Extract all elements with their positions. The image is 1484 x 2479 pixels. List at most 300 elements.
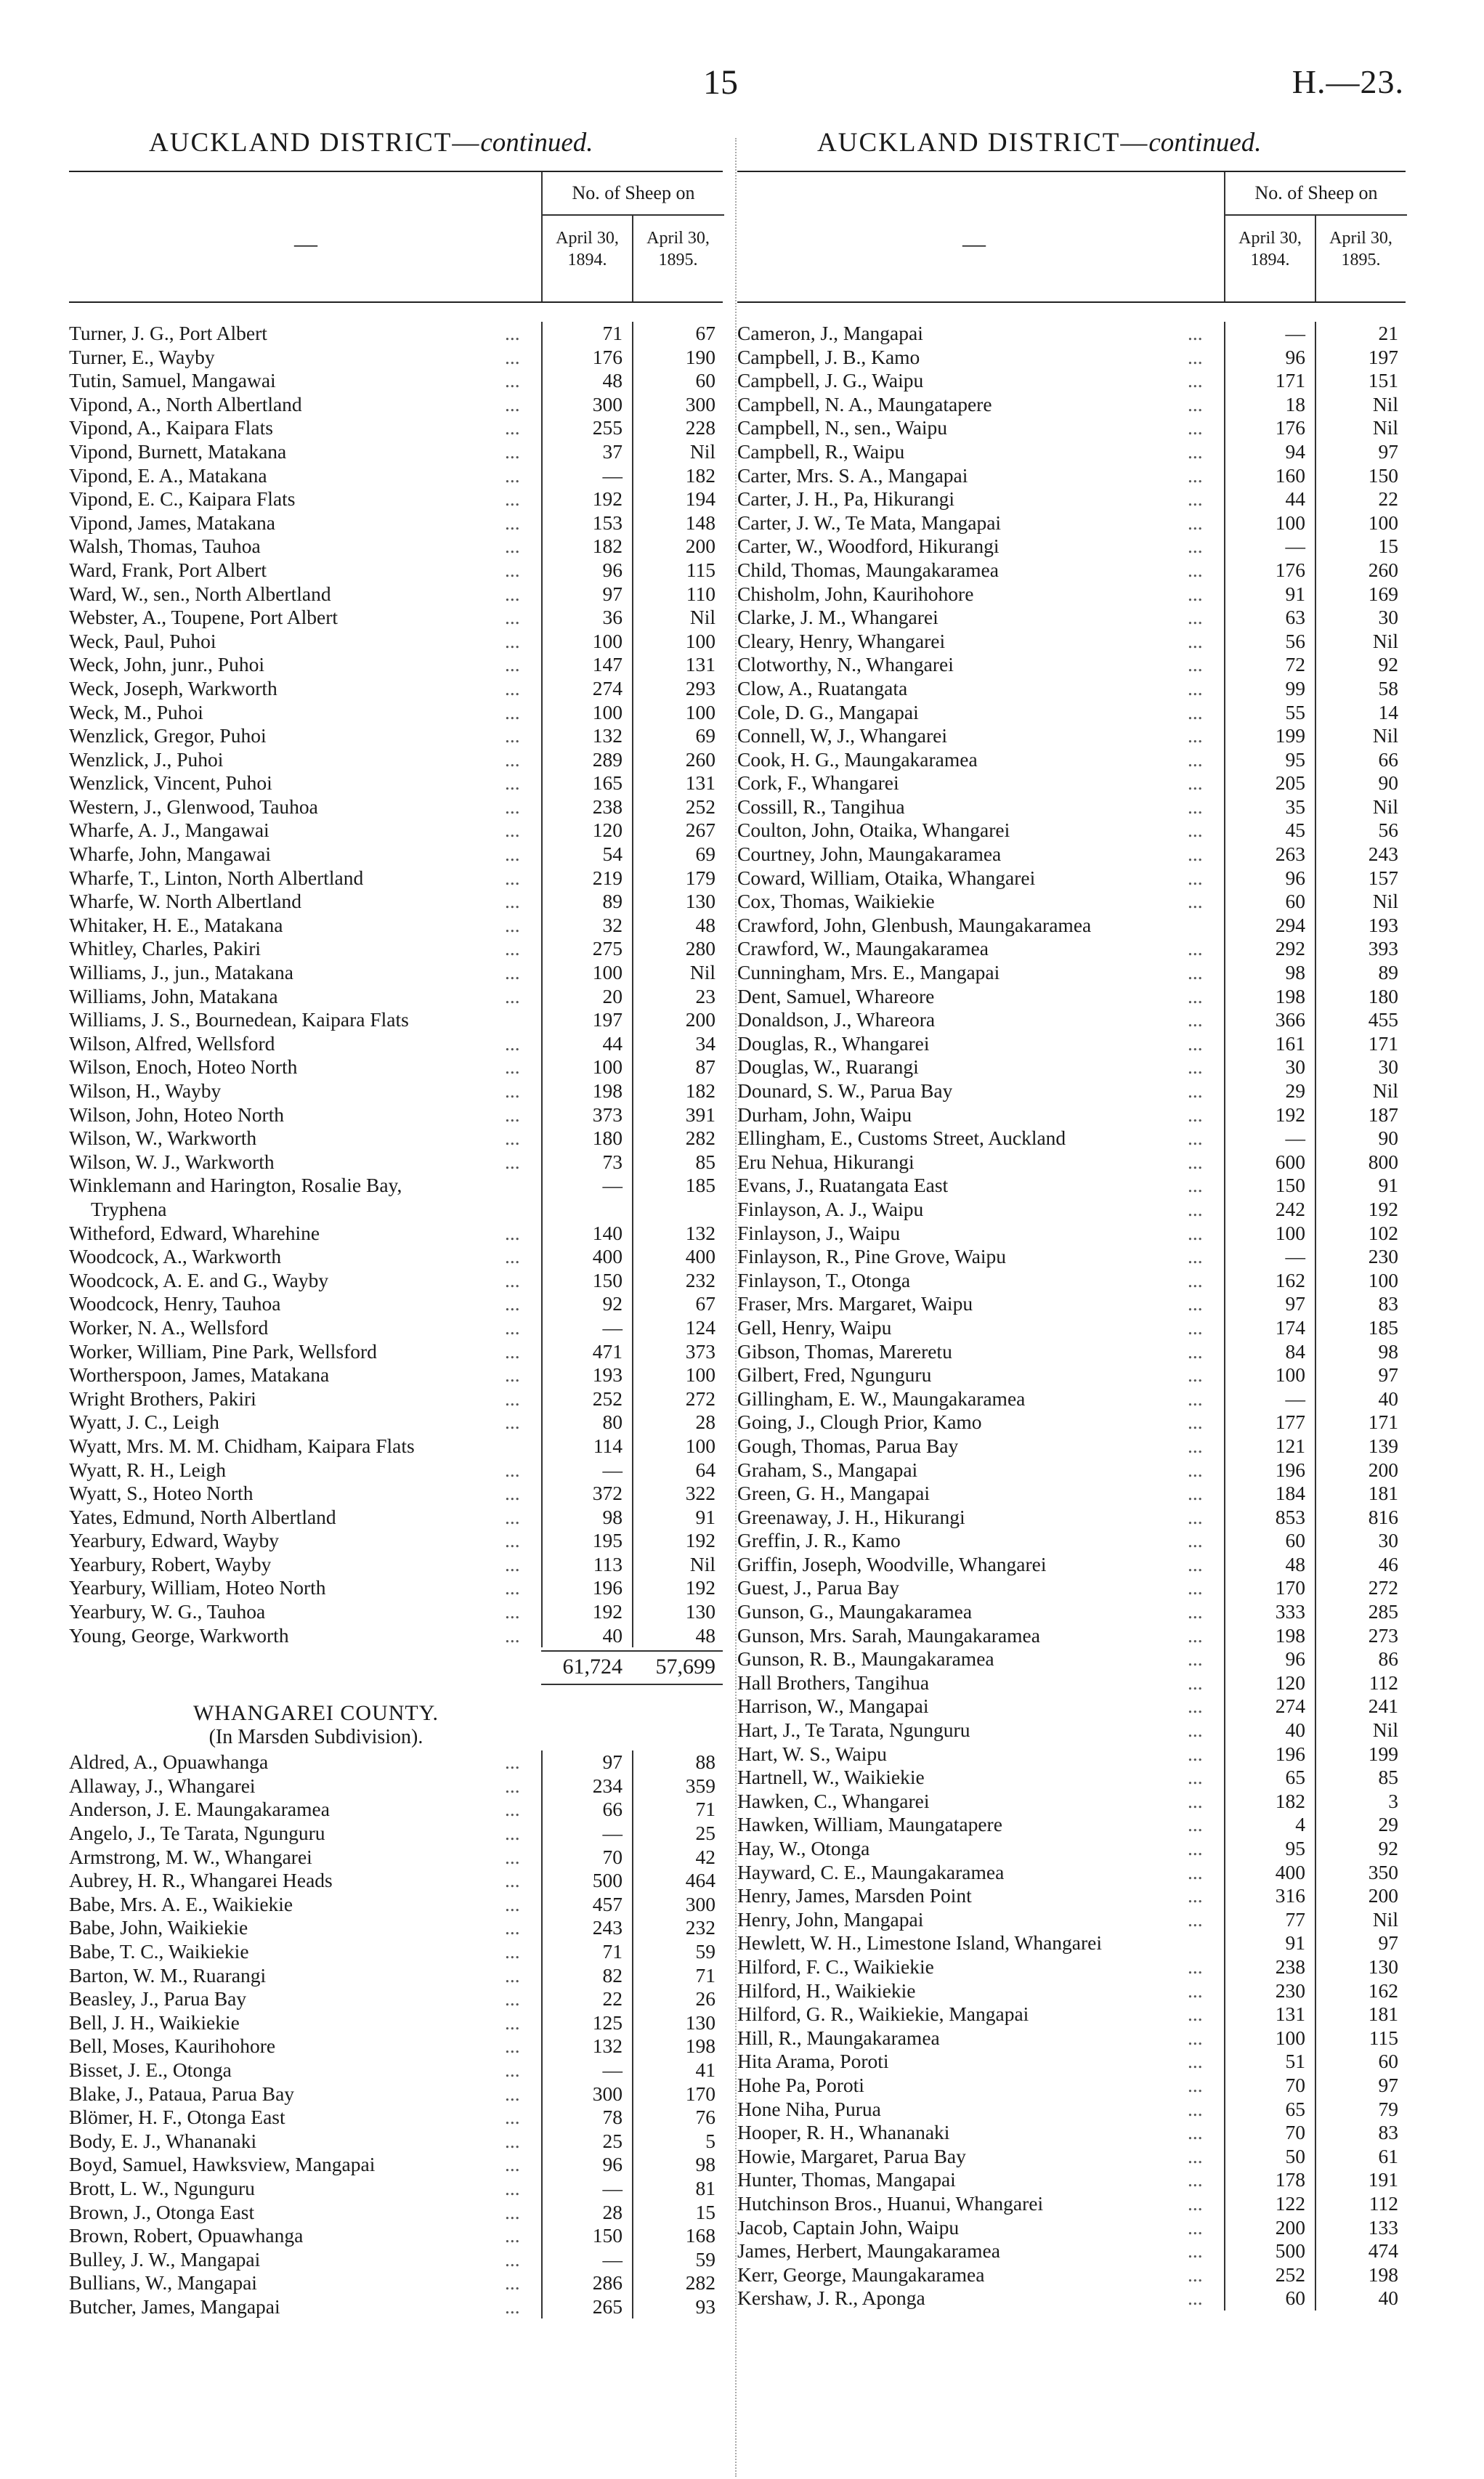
- owner-name: Howie, Margaret, Parua Bay: [737, 2144, 966, 2167]
- owner-name: Williams, J., jun., Matakana: [69, 961, 293, 984]
- owner-name: Dounard, S. W., Parua Bay: [737, 1079, 953, 1102]
- count-1894: 150: [1275, 1174, 1305, 1197]
- owner-name: Hita Arama, Poroti: [737, 2050, 889, 2073]
- table-row: [737, 1600, 1406, 1624]
- table-row: [737, 724, 1406, 748]
- owner-name: Wilson, Enoch, Hoteo North: [69, 1055, 298, 1079]
- owner-name: Kerr, George, Maungakaramea: [737, 2263, 985, 2286]
- owner-name: Carter, J. W., Te Mata, Mangapai: [737, 511, 1002, 534]
- count-1894: 100: [592, 700, 623, 723]
- count-1895: 93: [695, 2295, 715, 2318]
- owner-name: Weck, John, junr., Puhoi: [69, 653, 264, 676]
- leader-dots: ...: [1188, 1647, 1203, 1671]
- header-dash: —: [294, 230, 317, 256]
- count-1895: 15: [1378, 535, 1398, 558]
- owner-name: Babe, T. C., Waikiekie: [69, 1940, 249, 1963]
- table-row: [737, 1079, 1406, 1103]
- leader-dots: ...: [1188, 1103, 1203, 1126]
- owner-name: Harrison, W., Mangapai: [737, 1695, 929, 1718]
- count-1895: 455: [1368, 1008, 1398, 1031]
- leader-dots: ...: [1188, 2263, 1203, 2286]
- leader-dots: ...: [505, 369, 520, 392]
- table-row: [69, 843, 723, 867]
- owner-name: Woodcock, Henry, Tauhoa: [69, 1292, 281, 1315]
- leader-dots: ...: [1188, 1292, 1203, 1315]
- table-row: [737, 1790, 1406, 1814]
- table-row: [737, 1553, 1406, 1577]
- count-1894: 48: [602, 369, 623, 392]
- count-1894: 91: [1285, 1931, 1305, 1955]
- count-1895: 193: [1368, 913, 1398, 936]
- owner-name: Wenzlick, J., Puhoi: [69, 747, 224, 771]
- count-1894: 178: [1275, 2168, 1305, 2191]
- column-rule: [1315, 322, 1316, 2310]
- col-a-label: April 30, 1894.: [541, 214, 632, 301]
- count-1894: 160: [1275, 463, 1305, 487]
- owner-name: Hooper, R. H., Whananaki: [737, 2121, 950, 2144]
- owner-name: Gibson, Thomas, Mareretu: [737, 1339, 952, 1363]
- table-row: [69, 1869, 723, 1893]
- table-row: [69, 1964, 723, 1988]
- count-1894: 176: [1275, 416, 1305, 439]
- county-subtitle: (In Marsden Subdivision).: [208, 1726, 423, 1749]
- owner-name: Hilford, G. R., Waikiekie, Mangapai: [737, 2003, 1029, 2026]
- count-1895: 81: [695, 2176, 715, 2199]
- table-row: [737, 1269, 1406, 1293]
- table-row: [737, 843, 1406, 867]
- table-row: [69, 1987, 723, 2011]
- count-1894: 44: [602, 1031, 623, 1055]
- table-row: [737, 1292, 1406, 1316]
- table-row: [69, 937, 723, 961]
- leader-dots: ...: [1188, 2026, 1203, 2049]
- count-1895: 130: [685, 890, 715, 913]
- owner-name: Kershaw, J. R., Aponga: [737, 2287, 925, 2310]
- table-row: [737, 1458, 1406, 1482]
- count-1895: 30: [1378, 606, 1398, 629]
- count-1895: 151: [1368, 369, 1398, 392]
- table-row: [69, 1151, 723, 1174]
- leader-dots: ...: [1188, 2191, 1203, 2215]
- owner-name: Yates, Edmund, North Albertland: [69, 1505, 336, 1528]
- owner-name: Campbell, N. A., Maungatapere: [737, 392, 992, 415]
- count-1894: 176: [592, 345, 623, 368]
- owner-name: Bisset, J. E., Otonga: [69, 2058, 232, 2081]
- count-1894: 25: [602, 2129, 623, 2152]
- table-row: [69, 1269, 723, 1293]
- count-1894: 198: [592, 1079, 623, 1102]
- count-1894: 234: [592, 1774, 623, 1797]
- owner-name: Wilson, John, Hoteo North: [69, 1103, 285, 1126]
- count-1895: 59: [695, 1940, 715, 1963]
- owner-name: Durham, John, Waipu: [737, 1103, 912, 1126]
- owner-name: Beasley, J., Parua Bay: [69, 1987, 247, 2011]
- leader-dots: ...: [1188, 795, 1203, 818]
- count-1895: 162: [1368, 1979, 1398, 2002]
- leader-dots: ...: [505, 1127, 520, 1150]
- count-1895: 89: [1378, 961, 1398, 984]
- owner-name: Aubrey, H. R., Whangarei Heads: [69, 1869, 333, 1892]
- owner-name: Douglas, R., Whangarei: [737, 1031, 930, 1055]
- table-row: [737, 2050, 1406, 2074]
- count-1895: 100: [685, 700, 715, 723]
- table-row: [737, 795, 1406, 819]
- leader-dots: ...: [505, 463, 520, 487]
- count-1895: 179: [685, 866, 715, 889]
- owner-name: Wilson, W., Warkworth: [69, 1127, 257, 1150]
- table-row: [69, 2224, 723, 2248]
- count-1894: 196: [592, 1576, 623, 1599]
- count-1894: 192: [592, 1600, 623, 1623]
- count-1894: 98: [1285, 961, 1305, 984]
- owner-name: Bell, Moses, Kaurihohore: [69, 2034, 276, 2058]
- leader-dots: ...: [1188, 700, 1203, 723]
- table-row: [737, 1813, 1406, 1837]
- count-1894: 77: [1285, 1907, 1305, 1931]
- leader-dots: ...: [505, 1387, 520, 1410]
- leader-dots: ...: [1188, 1150, 1203, 1173]
- owner-name: Hilford, F. C., Waikiekie: [737, 1955, 934, 1978]
- count-1894: 50: [1285, 2144, 1305, 2167]
- left-table-header: [69, 171, 723, 303]
- left-table-rows-2: [69, 1750, 723, 2318]
- count-1894: 91: [1285, 582, 1305, 605]
- owner-name: Cunningham, Mrs. E., Mangapai: [737, 961, 1000, 984]
- leader-dots: ...: [1188, 511, 1203, 534]
- count-1895: 194: [685, 487, 715, 511]
- count-1894: 184: [1275, 1482, 1305, 1505]
- table-row: [69, 653, 723, 677]
- column-rule: [541, 322, 543, 1647]
- owner-name: Hill, R., Maungakaramea: [737, 2026, 940, 2049]
- count-1895: Nil: [689, 1552, 715, 1575]
- owner-name: Woodcock, A. E. and G., Wayby: [69, 1268, 329, 1291]
- count-1894: 113: [593, 1552, 623, 1575]
- owner-name: Yearbury, W. G., Tauhoa: [69, 1600, 266, 1623]
- leader-dots: ...: [1188, 843, 1203, 866]
- owner-name: Carter, W., Woodford, Hikurangi: [737, 535, 1000, 558]
- owner-name: Weck, Paul, Puhoi: [69, 629, 216, 652]
- count-1894: 96: [1285, 1647, 1305, 1671]
- left-heading: [149, 127, 723, 171]
- leader-dots: ...: [505, 1339, 520, 1363]
- leader-dots: ...: [505, 2106, 520, 2129]
- owner-name: Graham, S., Mangapai: [737, 1458, 918, 1481]
- table-row: [737, 440, 1406, 464]
- count-1894: 35: [1285, 795, 1305, 818]
- owner-name: Finlayson, A. J., Waipu: [737, 1197, 924, 1220]
- leader-dots: ...: [1188, 1860, 1203, 1883]
- count-1894: 197: [592, 1008, 623, 1031]
- owner-name: Hart, J., Te Tarata, Ngunguru: [737, 1719, 970, 1742]
- leader-dots: ...: [505, 2011, 520, 2034]
- leader-dots: ...: [1188, 2215, 1203, 2239]
- table-row: [69, 2106, 723, 2130]
- count-1895: Nil: [1372, 795, 1398, 818]
- count-1894: 65: [1285, 2097, 1305, 2120]
- heading-cont: continued.: [1148, 128, 1262, 158]
- owner-name: Blömer, H. F., Otonga East: [69, 2106, 285, 2129]
- owner-name: Carter, Mrs. S. A., Mangapai: [737, 463, 968, 487]
- owner-name: Greenaway, J. H., Hikurangi: [737, 1505, 965, 1528]
- owner-name: Green, G. H., Mangapai: [737, 1482, 930, 1505]
- leader-dots: ...: [505, 1600, 520, 1623]
- owner-name: Brott, L. W., Ngunguru: [69, 2176, 255, 2199]
- table-row: [69, 369, 723, 393]
- count-1894: 853: [1275, 1505, 1305, 1528]
- count-1894: 80: [602, 1411, 623, 1434]
- count-1894: 242: [1275, 1197, 1305, 1220]
- leader-dots: ...: [505, 535, 520, 558]
- table-row: [737, 1576, 1406, 1600]
- count-1894: 289: [592, 747, 623, 771]
- leader-dots: ...: [505, 2034, 520, 2058]
- count-1894: 199: [1275, 724, 1305, 747]
- table-row: [737, 630, 1406, 654]
- table-row: [737, 487, 1406, 511]
- leader-dots: ...: [1188, 392, 1203, 415]
- count-1894: 265: [592, 2295, 623, 2318]
- count-1895: 228: [685, 416, 715, 439]
- count-1894: 100: [1275, 1221, 1305, 1244]
- owner-name: Wyatt, J. C., Leigh: [69, 1411, 219, 1434]
- count-1894: 96: [602, 2153, 623, 2176]
- owner-name: Gillingham, E. W., Maungakaramea: [737, 1387, 1026, 1410]
- table-row: [69, 583, 723, 606]
- table-row: [69, 1482, 723, 1506]
- table-row: [737, 1174, 1406, 1198]
- leader-dots: ...: [1188, 1719, 1203, 1742]
- count-1895: 67: [695, 322, 715, 344]
- count-1895: Nil: [1372, 1907, 1398, 1931]
- count-1894: 400: [1275, 1860, 1305, 1883]
- count-1895: 100: [1368, 1268, 1398, 1291]
- right-table-header: [737, 171, 1406, 303]
- leader-dots: ...: [1188, 463, 1203, 487]
- left-total-row: [69, 1647, 723, 1685]
- owner-name: Hawken, William, Maungatapere: [737, 1813, 1002, 1836]
- count-1894: 28: [602, 2200, 623, 2223]
- table-row: [69, 2130, 723, 2154]
- count-1895: 79: [1378, 2097, 1398, 2120]
- count-1895: 190: [685, 345, 715, 368]
- count-1894: 66: [602, 1798, 623, 1821]
- table-row: [69, 1055, 723, 1079]
- count-1895: 28: [695, 1411, 715, 1434]
- owner-name: Connell, W, J., Whangarei: [737, 724, 947, 747]
- count-1894: 30: [1285, 1055, 1305, 1079]
- count-1895: 272: [685, 1387, 715, 1410]
- count-1894: 121: [1275, 1434, 1305, 1457]
- count-1894: 40: [1285, 1719, 1305, 1742]
- count-1895: 130: [685, 1600, 715, 1623]
- leader-dots: ...: [505, 1079, 520, 1102]
- leader-dots: ...: [505, 1987, 520, 2011]
- count-1894: 18: [1285, 392, 1305, 415]
- count-1894: 36: [602, 606, 623, 629]
- table-row: [69, 1174, 723, 1198]
- table-row: [69, 464, 723, 488]
- table-row: [737, 2168, 1406, 2192]
- count-1894: 147: [592, 653, 623, 676]
- owner-name: Chisholm, John, Kaurihohore: [737, 582, 974, 605]
- table-row: [737, 867, 1406, 890]
- count-1894: 37: [602, 439, 623, 463]
- owner-name: Webster, A., Toupene, Port Albert: [69, 606, 338, 629]
- leader-dots: ...: [1188, 819, 1203, 842]
- column-divider: [735, 138, 737, 2477]
- leader-dots: ...: [505, 1750, 520, 1774]
- count-1894: 300: [592, 2082, 623, 2105]
- owner-name: Butcher, James, Mangapai: [69, 2295, 280, 2318]
- owner-name: Vipond, E. C., Kaipara Flats: [69, 487, 296, 511]
- count-1895: 816: [1368, 1505, 1398, 1528]
- table-row: [69, 1316, 723, 1340]
- owner-name: Wharfe, T., Linton, North Albertland: [69, 866, 364, 889]
- count-1895: 40: [1378, 2287, 1398, 2310]
- table-row: [737, 2192, 1406, 2216]
- leader-dots: ...: [505, 795, 520, 818]
- leader-dots: ...: [1188, 1600, 1203, 1623]
- column-rule: [1224, 322, 1225, 2310]
- owner-name: Blake, J., Pataua, Parua Bay: [69, 2082, 295, 2105]
- count-1895: 85: [1378, 1766, 1398, 1789]
- count-1894: 72: [1285, 653, 1305, 676]
- owner-name: Gunson, Mrs. Sarah, Maungakaramea: [737, 1623, 1040, 1647]
- owner-name: Ward, Frank, Port Albert: [69, 558, 267, 581]
- leader-dots: ...: [505, 1576, 520, 1599]
- count-1895: 260: [1368, 558, 1398, 581]
- count-1894: 60: [1285, 890, 1305, 913]
- table-row: [69, 1127, 723, 1151]
- owner-name: Aldred, A., Opuawhanga: [69, 1750, 269, 1774]
- table-row: [737, 2263, 1406, 2287]
- leader-dots: ...: [505, 629, 520, 652]
- count-1894: 196: [1275, 1458, 1305, 1481]
- count-1894: 174: [1275, 1315, 1305, 1339]
- table-row: [737, 1671, 1406, 1695]
- count-1895: 97: [1378, 2073, 1398, 2096]
- count-1894: 171: [1275, 369, 1305, 392]
- leader-dots: ...: [1188, 1411, 1203, 1434]
- count-1895: Nil: [1372, 1079, 1398, 1102]
- owner-name: Douglas, W., Ruarangi: [737, 1055, 919, 1079]
- owner-name: Henry, James, Marsden Point: [737, 1884, 972, 1907]
- table-row: [737, 890, 1406, 914]
- table-row: [69, 1529, 723, 1553]
- table-row: [737, 819, 1406, 843]
- count-1894: 150: [592, 1268, 623, 1291]
- owner-name: Wilson, Alfred, Wellsford: [69, 1031, 275, 1055]
- leader-dots: ...: [505, 1221, 520, 1244]
- leader-dots: ...: [505, 2200, 520, 2223]
- table-row: [69, 2295, 723, 2319]
- table-row: [737, 937, 1406, 961]
- count-1894: 95: [1285, 1837, 1305, 1859]
- count-1895: Nil: [1372, 1719, 1398, 1742]
- owner-name: Clarke, J. M., Whangarei: [737, 606, 938, 629]
- owner-name: Hawken, C., Whangarei: [737, 1789, 930, 1812]
- table-row: [69, 630, 723, 654]
- table-row: [69, 1750, 723, 1774]
- owner-name: Young, George, Warkworth: [69, 1623, 289, 1647]
- count-1894: 96: [602, 558, 623, 581]
- table-row: [69, 2177, 723, 2201]
- leader-dots: ...: [505, 392, 520, 415]
- count-1895: 115: [1369, 2026, 1398, 2049]
- count-1895: 243: [1368, 843, 1398, 866]
- leader-dots: ...: [1188, 1245, 1203, 1268]
- owner-name: Yearbury, Edward, Wayby: [69, 1529, 280, 1552]
- leader-dots: ...: [505, 700, 520, 723]
- count-1895: Nil: [689, 961, 715, 984]
- count-1894: 20: [602, 984, 623, 1007]
- leader-dots: ...: [505, 1245, 520, 1268]
- count-1895: 48: [695, 1623, 715, 1647]
- table-row: [69, 1411, 723, 1435]
- owner-name: Wyatt, S., Hoteo North: [69, 1482, 254, 1505]
- table-row: [737, 1245, 1406, 1269]
- table-row: [737, 464, 1406, 488]
- leader-dots: ...: [1188, 558, 1203, 581]
- table-row: [737, 1055, 1406, 1079]
- count-1894: 97: [602, 582, 623, 605]
- count-1895: 88: [695, 1750, 715, 1774]
- count-1895: 200: [685, 535, 715, 558]
- leader-dots: ...: [1188, 535, 1203, 558]
- count-1894: 120: [1275, 1671, 1305, 1694]
- leader-dots: ...: [505, 724, 520, 747]
- owner-name: Allaway, J., Whangarei: [69, 1774, 256, 1797]
- table-row: [737, 1127, 1406, 1151]
- count-1894: 500: [592, 1869, 623, 1892]
- owner-name: Campbell, N., sen., Waipu: [737, 416, 948, 439]
- count-1894: 372: [592, 1482, 623, 1505]
- owner-name: Woodcock, A., Warkworth: [69, 1245, 282, 1268]
- count-1894: 193: [592, 1363, 623, 1387]
- count-1894: 78: [602, 2106, 623, 2129]
- count-1895: 241: [1368, 1695, 1398, 1718]
- table-row: [69, 890, 723, 914]
- count-1894: 70: [1285, 2121, 1305, 2144]
- table-row: [69, 1506, 723, 1530]
- count-1894: 100: [1275, 1363, 1305, 1387]
- count-1895: 29: [1378, 1813, 1398, 1836]
- table-row: [69, 1435, 723, 1458]
- leader-dots: ...: [1188, 1127, 1203, 1150]
- table-row: [737, 1435, 1406, 1458]
- count-1895: 800: [1368, 1150, 1398, 1173]
- count-1895: 130: [685, 2011, 715, 2034]
- table-row: [69, 2034, 723, 2058]
- count-1895: 139: [1368, 1434, 1398, 1457]
- table-row: [737, 1837, 1406, 1861]
- count-1895: 169: [1368, 582, 1398, 605]
- count-1895: 282: [685, 1127, 715, 1150]
- count-1895: 97: [1378, 1363, 1398, 1387]
- count-1895: 59: [695, 2247, 715, 2271]
- count-1894: 192: [592, 487, 623, 511]
- owner-name: Western, J., Glenwood, Tauhoa: [69, 795, 318, 818]
- count-1894: —: [1285, 1245, 1305, 1268]
- table-row: [69, 2153, 723, 2177]
- leader-dots: ...: [505, 1798, 520, 1821]
- owner-name: Courtney, John, Maungakaramea: [737, 843, 1002, 866]
- table-row: [69, 961, 723, 985]
- count-1895: 23: [695, 984, 715, 1007]
- count-1895: 171: [1368, 1411, 1398, 1434]
- leader-dots: ...: [1188, 1813, 1203, 1836]
